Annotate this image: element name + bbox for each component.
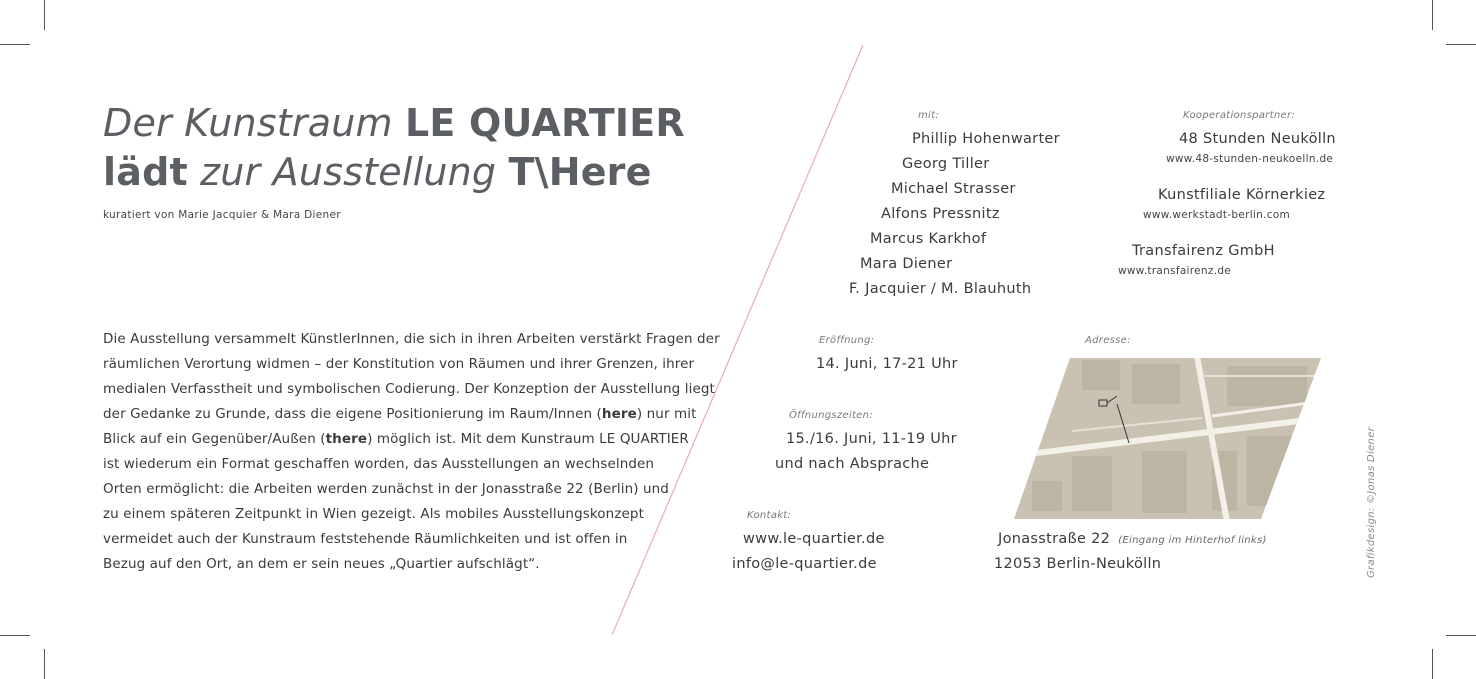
artist-name: Georg Tiller [902, 156, 990, 172]
contact-label: Kontakt: [747, 510, 792, 521]
body-line: vermeidet auch der Kunstraum feststehende Räumlichkeiten und ist offen in [103, 531, 628, 547]
design-credit: Grafikdesign: ©Jonas Diener [1366, 426, 1377, 578]
title-line-2: lädt zur Ausstellung T\Here [103, 150, 652, 194]
opening-label: Eröffnung: [819, 335, 875, 346]
artist-name: Michael Strasser [891, 181, 1016, 197]
artist-name: Alfons Pressnitz [881, 206, 1000, 222]
partner-name: Kunstfiliale Körnerkiez [1158, 187, 1326, 203]
partner-name: Transfairenz GmbH [1132, 243, 1275, 259]
hours-line: und nach Absprache [775, 456, 930, 472]
artist-name: Marcus Karkhof [870, 231, 987, 247]
contact-web[interactable]: www.le-quartier.de [743, 531, 885, 547]
body-line: ist wiederum ein Format geschaffen worden, das Ausstellungen an wechselnden [103, 456, 655, 472]
address-street: Jonasstraße 22 (Eingang im Hinterhof links) [998, 531, 1267, 547]
body-line: Die Ausstellung versammelt KünstlerInnen, die sich in ihren Arbeiten verstärkt Fragen der [103, 331, 720, 347]
body-line: Orten ermöglicht: die Arbeiten werden zunächst in der Jonasstraße 22 (Berlin) und [103, 481, 669, 497]
hours-label: Öffnungszeiten: [789, 410, 873, 421]
curators: kuratiert von Marie Jacquier & Mara Diener [103, 209, 341, 221]
opening-value: 14. Juni, 17-21 Uhr [816, 356, 958, 372]
address-note: (Eingang im Hinterhof links) [1118, 535, 1267, 546]
partner-name: 48 Stunden Neukölln [1179, 131, 1336, 147]
artist-name: F. Jacquier / M. Blauhuth [849, 281, 1032, 297]
body-line: räumlichen Verortung widmen – der Konstitution von Räumen und ihrer Grenzen, ihrer [103, 356, 695, 372]
body-line: Bezug auf den Ort, an dem er sein neues „Quartier aufschlägt“. [103, 556, 540, 572]
address-label: Adresse: [1085, 335, 1131, 346]
artist-name: Phillip Hohenwarter [912, 131, 1060, 147]
body-line: zu einem späteren Zeitpunkt in Wien gezeigt. Als mobiles Ausstellungskonzept [103, 506, 644, 522]
body-line: Blick auf ein Gegenüber/Außen (there) möglich ist. Mit dem Kunstraum LE QUARTIER [103, 431, 689, 447]
address-city: 12053 Berlin-Neukölln [994, 556, 1162, 572]
contact-email[interactable]: info@le-quartier.de [732, 556, 877, 572]
partners-label: Kooperationspartner: [1183, 110, 1296, 121]
partner-url[interactable]: www.werkstadt-berlin.com [1143, 209, 1291, 221]
artists-label: mit: [918, 110, 940, 121]
body-line: medialen Verfasstheit und symbolischen Codierung. Der Konzeption der Ausstellung liegt [103, 381, 715, 397]
partner-url[interactable]: www.transfairenz.de [1118, 265, 1232, 277]
partner-url[interactable]: www.48-stunden-neukoelln.de [1166, 153, 1334, 165]
body-line: der Gedanke zu Grunde, dass die eigene Positionierung im Raum/Innen (here) nur mit [103, 406, 697, 422]
title-line-1: Der Kunstraum LE QUARTIER [103, 101, 685, 145]
location-map[interactable] [1012, 356, 1324, 522]
artist-name: Mara Diener [860, 256, 953, 272]
hours-line: 15./16. Juni, 11-19 Uhr [786, 431, 957, 447]
